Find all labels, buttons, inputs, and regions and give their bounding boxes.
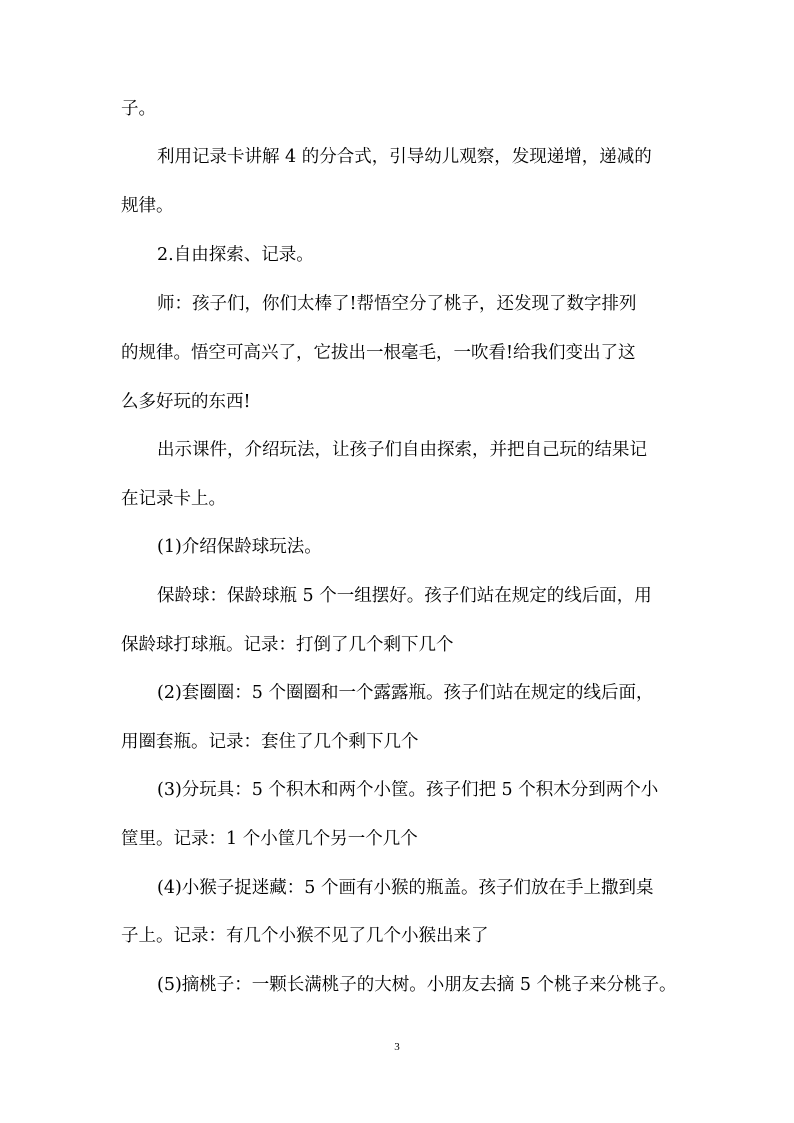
text-line: 出示课件，介绍玩法，让孩子们自由探索，并把自己玩的结果记 xyxy=(157,440,647,460)
text-line: 保龄球打球瓶。记录：打倒了几个剩下几个 xyxy=(121,635,454,655)
text-line: 么多好玩的东西! xyxy=(121,392,251,412)
list-item: (5)摘桃子：一颗长满桃子的大树。小朋友去摘 5 个桃子来分桃子。 xyxy=(157,975,677,995)
text-line: 筐里。记录：1 个小筐几个另一个几个 xyxy=(121,829,418,849)
text-line: 保龄球：保龄球瓶 5 个一组摆好。孩子们站在规定的线后面，用 xyxy=(157,586,652,606)
list-item: (3)分玩具：5 个积木和两个小筐。孩子们把 5 个积木分到两个小 xyxy=(157,780,659,800)
text-line: 在记录卡上。 xyxy=(121,489,226,509)
text-line: 的规律。悟空可高兴了，它拔出一根毫毛，一吹看!给我们变出了这 xyxy=(121,343,636,363)
text-line: 利用记录卡讲解 4 的分合式，引导幼儿观察，发现递增，递减的 xyxy=(157,147,652,167)
page-number: 3 xyxy=(394,1041,400,1053)
list-item: (1)介绍保龄球玩法。 xyxy=(157,537,322,557)
list-item: (4)小猴子捉迷藏：5 个画有小猴的瓶盖。孩子们放在手上撒到桌 xyxy=(157,878,654,898)
text-line: 师：孩子们，你们太棒了!帮悟空分了桃子，还发现了数字排列 xyxy=(157,294,637,314)
text-line: 子。 xyxy=(121,99,156,119)
text-line: 用圈套瓶。记录：套住了几个剩下几个 xyxy=(121,732,419,752)
text-line: 子上。记录：有几个小猴不见了几个小猴出来了 xyxy=(121,926,489,946)
list-item: (2)套圈圈：5 个圈圈和一个露露瓶。孩子们站在规定的线后面， xyxy=(157,683,654,703)
section-heading: 2.自由探索、记录。 xyxy=(157,245,314,265)
text-line: 规律。 xyxy=(121,196,174,216)
